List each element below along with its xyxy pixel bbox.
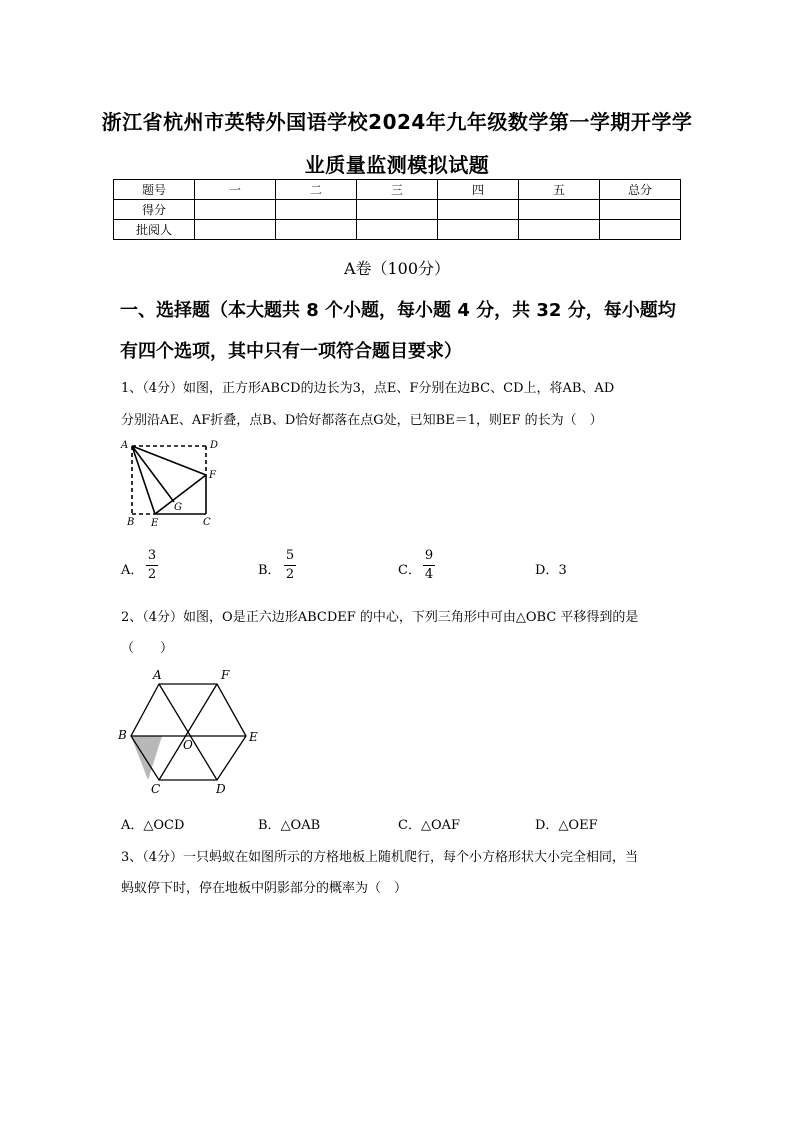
score-cell[interactable]	[600, 200, 681, 220]
q2-option-d-text: △OEF	[558, 818, 598, 833]
question-3-line-2: 蚂蚁停下时，停在地板中阴影部分的概率为（ ）	[121, 881, 408, 896]
score-table	[113, 179, 681, 240]
score-table-row	[114, 200, 681, 220]
score-table-header-row	[114, 180, 681, 200]
q1-option-a-letter[interactable]: A．	[121, 563, 144, 578]
score-row-label: 得分	[114, 200, 195, 220]
question-2-line-2: （ ）	[121, 641, 174, 656]
label-F: F	[209, 470, 216, 481]
q1-option-b-fraction[interactable]	[284, 548, 296, 583]
score-header-cell: 二	[276, 180, 357, 200]
question-3-line-1: 3、（4分）一只蚂蚁在如图所示的方格地板上随机爬行，每个小方格形状大小完全相同，当	[121, 850, 639, 865]
score-cell[interactable]	[519, 200, 600, 220]
denominator: 2	[147, 567, 157, 582]
q2-option-c[interactable]	[398, 814, 460, 833]
question-2-line-1: 2、（4分）如图，O是正六边形ABCDEF 的中心，下列三角形中可由△OBC 平移得到的是	[121, 610, 639, 625]
label-G: G	[174, 502, 182, 513]
q2-option-b-text: △OAB	[280, 818, 321, 833]
fold-lines	[132, 446, 206, 514]
question-1-line-1: 1、（4分）如图，正方形ABCD的边长为3，点E、F分别在边BC、CD上，将AB、AD	[121, 381, 615, 396]
score-cell[interactable]	[519, 220, 600, 240]
label-E: E	[151, 518, 159, 529]
label-O: O	[183, 738, 193, 752]
score-row-label: 批阅人	[114, 220, 195, 240]
section-one-heading-line-1: 一、选择题（本大题共 8 个小题，每小题 4 分，共 32 分，每小题均	[120, 300, 676, 321]
q1-option-d-text: 3	[558, 563, 567, 578]
label-D: D	[210, 440, 219, 451]
denominator: 2	[285, 567, 295, 582]
q2-option-c-letter: C．	[398, 818, 421, 833]
label-F: F	[221, 668, 230, 682]
fraction-bar	[284, 565, 296, 566]
question-1-line-2: 分别沿AE、AF折叠，点B、D恰好都落在点G处，已知BE＝1，则EF 的长为（ ）	[121, 413, 603, 428]
numerator: 5	[285, 548, 295, 563]
label-B: B	[127, 517, 135, 528]
q2-option-d-letter: D．	[535, 818, 559, 833]
numerator: 3	[147, 548, 157, 563]
q2-option-a-letter: A．	[121, 818, 144, 833]
q1-option-c-letter[interactable]: C．	[398, 563, 421, 578]
q2-option-b-letter: B．	[258, 818, 281, 833]
score-cell[interactable]	[195, 200, 276, 220]
q1-option-d-letter: D．	[535, 563, 559, 578]
label-D: D	[216, 782, 226, 796]
score-cell[interactable]	[438, 220, 519, 240]
q1-option-c-fraction[interactable]	[423, 548, 435, 583]
label-E: E	[249, 730, 258, 744]
score-header-cell: 五	[519, 180, 600, 200]
section-one-heading-line-2: 有四个选项，其中只有一项符合题目要求）	[120, 341, 462, 362]
q2-option-c-text: △OAF	[420, 818, 461, 833]
q1-option-a-fraction[interactable]	[146, 548, 158, 583]
label-A: A	[153, 668, 162, 682]
q2-option-a-text: △OCD	[143, 818, 185, 833]
score-cell[interactable]	[195, 220, 276, 240]
q2-option-d[interactable]	[535, 814, 598, 833]
label-A: A	[121, 440, 129, 451]
fraction-bar	[146, 565, 158, 566]
title-line-1: 浙江省杭州市英特外国语学校2024年九年级数学第一学期开学学	[101, 110, 693, 134]
label-C: C	[151, 782, 161, 796]
score-cell[interactable]	[357, 220, 438, 240]
question-2-figure	[115, 664, 267, 800]
q1-option-d[interactable]	[535, 559, 567, 578]
section-a-heading: A卷（100分）	[343, 259, 451, 278]
score-header-cell: 三	[357, 180, 438, 200]
label-B: B	[118, 728, 127, 742]
label-C: C	[203, 517, 211, 528]
score-header-cell: 四	[438, 180, 519, 200]
score-header-cell: 一	[195, 180, 276, 200]
score-cell[interactable]	[438, 200, 519, 220]
question-1-figure	[118, 434, 224, 530]
score-cell[interactable]	[357, 200, 438, 220]
score-table-row	[114, 220, 681, 240]
q2-option-a[interactable]	[121, 814, 184, 833]
q2-option-b[interactable]	[258, 814, 320, 833]
score-cell[interactable]	[600, 220, 681, 240]
score-cell[interactable]	[276, 200, 357, 220]
title-line-2: 业质量监测模拟试题	[304, 153, 490, 177]
q1-option-b-letter[interactable]: B．	[258, 563, 281, 578]
score-header-cell: 总分	[600, 180, 681, 200]
score-cell[interactable]	[276, 220, 357, 240]
score-header-cell: 题号	[114, 180, 195, 200]
denominator: 4	[424, 567, 434, 582]
numerator: 9	[424, 548, 434, 563]
fraction-bar	[423, 565, 435, 566]
